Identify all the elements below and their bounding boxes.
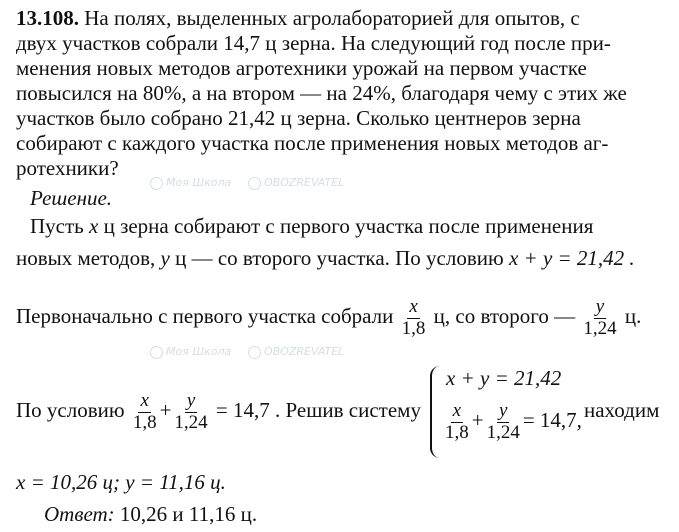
solution-line-4: По условию $\frac{x}{1,8}$ + $\frac{y}{1,24}$ = 14,7 . Решив систему <box>16 390 421 434</box>
solution-line-2 <box>16 246 635 270</box>
problem-line-2: двух участков собрали 14,7 ц зерна. На следующий год после при- <box>16 31 611 55</box>
watermark-text: OBOZREVATEL <box>264 176 345 189</box>
problem-line-5: участков было собрано 21,42 ц зерна. Сколько центнеров зерна <box>16 106 581 130</box>
numerator: x <box>452 400 462 422</box>
numerator: y <box>595 296 605 318</box>
denominator: 1,24 <box>174 412 208 434</box>
text: ц, со второго — <box>433 304 576 328</box>
watermark-icon <box>150 346 163 359</box>
denominator: 1,8 <box>132 412 157 434</box>
text: = 14,7 . Решив систему <box>215 398 421 422</box>
numerator: y <box>499 400 508 422</box>
fraction-y-1-24 <box>174 391 207 433</box>
problem-line-7: ротехники? <box>16 156 119 180</box>
result-line: x = 10,26 ц; y = 11,16 ц. <box>16 470 226 494</box>
watermark-logo <box>150 345 231 359</box>
numerator: x <box>409 296 418 318</box>
text: ц зерна собирают с первого участка после применения <box>103 214 594 238</box>
solution-line-3 <box>16 294 641 339</box>
fraction-y-1-24 <box>487 401 520 443</box>
answer-line <box>44 502 257 526</box>
problem-text: На полях, выделенных агролабораторией для опытов, с <box>84 6 580 30</box>
solution-line-1 <box>30 214 593 238</box>
answer-label: Ответ: <box>44 502 115 526</box>
text: = 14,7, <box>522 408 582 432</box>
equation: x + y = 21,42 . <box>508 246 635 270</box>
watermark-logo <box>248 176 344 190</box>
problem-line-1 <box>16 6 580 30</box>
text: Пусть <box>30 214 84 238</box>
system-brace <box>430 366 442 458</box>
system-eq-1: x + y = 21,42 <box>446 366 562 390</box>
var-x: x <box>89 214 99 238</box>
fraction-x-1-8 <box>402 297 426 339</box>
denominator: 1,8 <box>445 422 469 444</box>
problem-number: 13.108. <box>16 6 79 30</box>
text: Первоначально с первого участка собрали <box>16 304 394 328</box>
fraction-x-1-8 <box>445 401 469 443</box>
system-eq-2: $\frac{x}{1,8}$ + $\frac{y}{1,24}$ = 14,7, <box>445 400 582 444</box>
problem-line-4: повысился на 80%, а на втором — на 24%, благодаря чему с этих же <box>16 81 627 105</box>
var-y: y <box>160 246 170 270</box>
text: новых методов, <box>16 246 156 270</box>
text: По условию <box>16 398 125 422</box>
fraction-x-1-8 <box>133 391 157 433</box>
watermark-logo <box>248 345 344 359</box>
watermark-icon <box>150 177 163 190</box>
text: ц. <box>624 304 642 328</box>
solution-line-4-end: находим <box>584 398 660 422</box>
text: ц — со второго участка. По условию <box>175 246 504 270</box>
solution-heading: Решение. <box>30 186 113 210</box>
denominator: 1,8 <box>401 318 426 340</box>
numerator: y <box>186 390 196 412</box>
watermark-text: Моя Школа <box>166 176 232 189</box>
watermark-icon <box>248 177 261 190</box>
watermark-text: Моя Школа <box>166 345 232 358</box>
problem-line-6: собирают с каждого участка после применения новых методов аг- <box>16 131 609 155</box>
watermark-text: OBOZREVATEL <box>264 345 345 358</box>
fraction-y-1-24 <box>583 297 616 339</box>
numerator: x <box>140 390 149 412</box>
watermark-icon <box>248 346 261 359</box>
watermark-logo <box>150 176 231 190</box>
answer-text: 10,26 и 11,16 ц. <box>119 502 258 526</box>
denominator: 1,24 <box>583 318 617 340</box>
denominator: 1,24 <box>486 422 520 444</box>
problem-line-3: менения новых методов агротехники урожай на первом участке <box>16 56 587 80</box>
